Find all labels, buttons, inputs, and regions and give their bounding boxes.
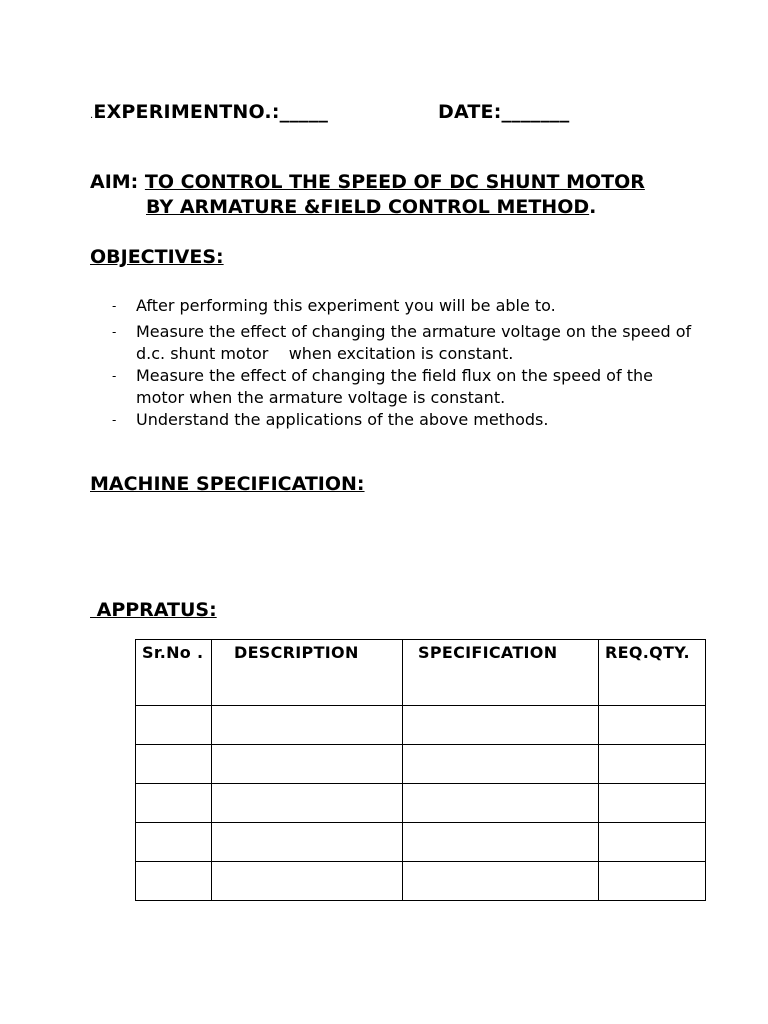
objectives-list [112, 295, 697, 431]
dash-bullet: - [112, 325, 117, 339]
table-row [136, 823, 706, 862]
table-row [136, 745, 706, 784]
table-cell[interactable] [136, 823, 212, 862]
table-cell[interactable] [403, 862, 599, 901]
table-cell[interactable] [212, 706, 403, 745]
column-header-specification: SPECIFICATION [403, 640, 599, 706]
objective-text: Understand the applications of the above methods. [136, 410, 549, 429]
aim-title-line1: TO CONTROL THE SPEED OF DC SHUNT MOTOR [144, 171, 645, 193]
experiment-number-field [90, 101, 328, 123]
objective-text: Measure the effect of changing the field flux on the speed of the motor when the armature voltage is constant. [136, 366, 653, 407]
table-row [136, 784, 706, 823]
dash-bullet: - [112, 413, 117, 427]
aim-statement [90, 170, 690, 220]
date-label: DATE:_______ [438, 101, 570, 123]
list-item [112, 321, 697, 365]
table-row [136, 862, 706, 901]
list-item [112, 409, 692, 431]
list-item [112, 295, 692, 317]
aim-suffix: . [589, 196, 597, 218]
table-cell[interactable] [212, 745, 403, 784]
machine-specification-heading: MACHINE SPECIFICATION: [90, 473, 365, 495]
table-cell[interactable] [136, 784, 212, 823]
table-cell[interactable] [136, 706, 212, 745]
objectives-heading: OBJECTIVES: [90, 246, 224, 268]
aim-title-line2: BY ARMATURE &FIELD CONTROL METHOD [146, 196, 590, 218]
objective-text: Measure the effect of changing the armature voltage on the speed of d.c. shunt motor when excitation is constant. [136, 322, 697, 363]
dash-bullet: - [112, 299, 117, 313]
table-cell[interactable] [599, 862, 706, 901]
objective-text: After performing this experiment you will be able to. [136, 296, 556, 315]
column-header-req-qty: REQ.QTY. [599, 640, 706, 706]
table-cell[interactable] [403, 706, 599, 745]
list-item [112, 365, 692, 409]
table-cell[interactable] [599, 706, 706, 745]
table-cell[interactable] [212, 784, 403, 823]
table-cell[interactable] [403, 745, 599, 784]
leading-dot: . [90, 110, 94, 121]
table-cell[interactable] [212, 862, 403, 901]
table-cell[interactable] [136, 745, 212, 784]
table-cell[interactable] [212, 823, 403, 862]
table-cell[interactable] [599, 784, 706, 823]
aim-prefix: AIM: [90, 171, 145, 193]
dash-bullet: - [112, 369, 117, 383]
table-header-row [136, 640, 706, 706]
column-header-description: DESCRIPTION [212, 640, 403, 706]
column-header-sr-no: Sr.No . [136, 640, 212, 706]
apparatus-heading: APPRATUS: [90, 599, 217, 621]
date-field [438, 101, 569, 123]
experiment-number-label: EXPERIMENTNO.:_____ [93, 101, 329, 123]
table-cell[interactable] [599, 745, 706, 784]
table-cell[interactable] [136, 862, 212, 901]
table-cell[interactable] [403, 823, 599, 862]
apparatus-table [135, 639, 706, 901]
table-cell[interactable] [599, 823, 706, 862]
table-row [136, 706, 706, 745]
table-cell[interactable] [403, 784, 599, 823]
